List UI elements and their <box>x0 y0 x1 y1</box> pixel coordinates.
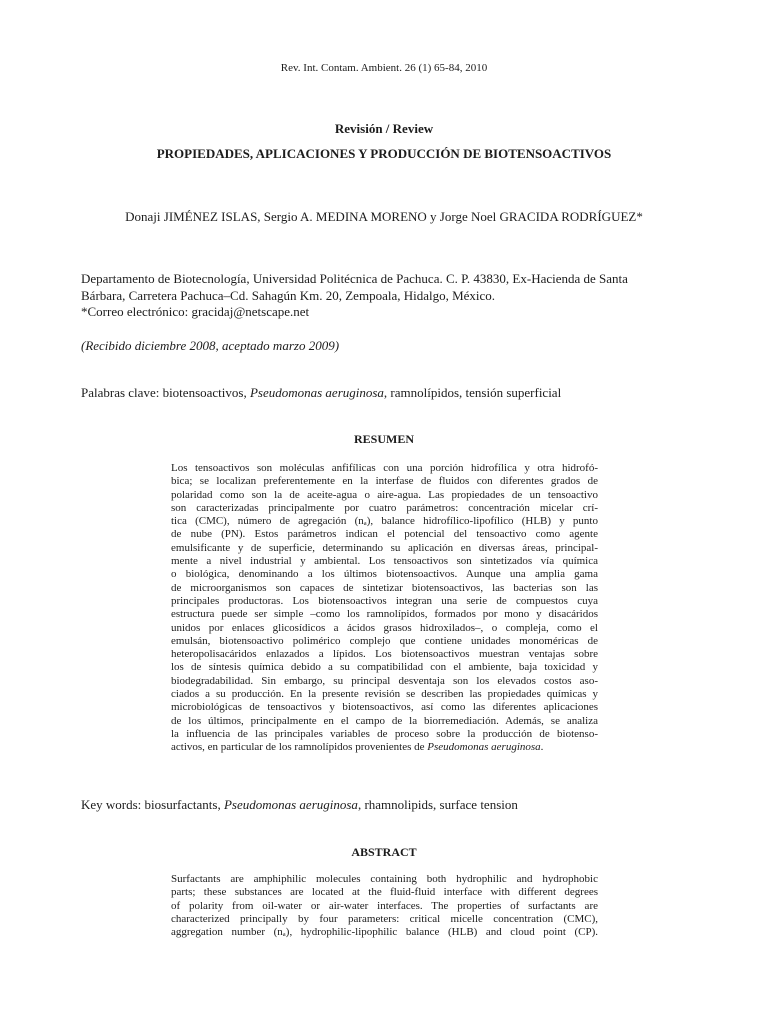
resumen-line: Los tensoactivos son moléculas anfifílicas con una porción hidrofílica y otra hidrofó- <box>171 462 598 474</box>
resumen-line: de microorganismos son capaces de sintetizar biotensoactivos, las bacterias son las <box>171 581 598 594</box>
resumen-line: de nube (PN). Estos parámetros indican el potencial del tensoactivo como agente <box>171 528 598 541</box>
keyword-italic: Pseudomonas aeruginosa <box>249 385 384 400</box>
abstract-heading: ABSTRACT <box>351 845 417 859</box>
abstract-line: of polarity from oil-water or air-water interfaces. The properties of surfactants are <box>171 899 598 912</box>
resumen-line: unidos por enlaces glicosídicos a ácidos grasos hidroxilados–, o compleja, como el <box>171 621 598 634</box>
affiliation-line: Departamento de Biotecnología, Universidad Politécnica de Pachuca. C. P. 43830, Ex-Hacienda de Santa <box>81 271 628 286</box>
keyword-italic: Pseudomonas aeruginosa <box>223 797 358 812</box>
keywords-label: Palabras clave: biotensoactivos, <box>81 385 250 400</box>
affiliation <box>81 271 681 321</box>
resumen-line: tica (CMC), número de agregación (nₐ), balance hidrofílico-lipofílico (HLB) y punto <box>171 515 598 528</box>
keywords-spanish <box>81 385 561 401</box>
resumen-line: ciados a su producción. En la presente revisión se describen las propiedades químicas y <box>171 688 598 701</box>
received-dates: (Recibido diciembre 2008, aceptado marzo 2009) <box>81 338 340 353</box>
resumen-heading: RESUMEN <box>353 432 414 446</box>
resumen-line: emulsán, biotensoactivo polimérico complejo que contiene unidades monoméricas de <box>171 634 598 647</box>
abstract-line: aggregation number (nₐ), hydrophilic-lipophilic balance (HLB) and cloud point (CP). <box>171 926 598 939</box>
resumen-line: microbiológicas de tensoactivos y biotensoactivos, así como las diferentes aplicaciones <box>171 701 598 714</box>
keywords-rest: , ramnolípidos, tensión superficial <box>383 385 562 400</box>
resumen-line: son caracterizadas principalmente por cuatro parámetros: concentración micelar crí- <box>171 501 598 514</box>
resumen-text <box>171 462 598 755</box>
resumen-line: de los últimos, principalmente en el campo de la biorremediación. Además, se analiza <box>171 714 598 727</box>
section-type: Revisión / Review <box>334 121 434 136</box>
resumen-line: biodegradabilidad. Sin embargo, su principal desventaja son los elevados costos aso- <box>171 674 598 687</box>
resumen-line: o biológica, denominando a los últimos biotensoactivos. Aunque una amplia gama <box>171 568 598 581</box>
keywords-english <box>81 797 518 813</box>
article-title: PROPIEDADES, APLICACIONES Y PRODUCCIÓN DE BIOTENSOACTIVOS <box>156 146 612 161</box>
abstract-line: characterized principally by four parameters: critical micelle concentration (CMC), <box>171 912 598 925</box>
corresponding-email: *Correo electrónico: gracidaj@netscape.net <box>81 304 310 319</box>
resumen-last-prefix: activos, en particular de los ramnolípidos provenientes de <box>171 741 428 754</box>
resumen-line: mente a nivel industrial y ambiental. Los tensoactivos son sintetizados vía química <box>171 555 598 568</box>
resumen-line: emulsificante y de superficie, determinando su aplicación en diversas áreas, principal- <box>171 541 598 554</box>
abstract-text <box>171 873 598 939</box>
resumen-line: polaridad como son la de aceite-agua o aire-agua. Las propiedades de un tensoactivo <box>171 488 598 501</box>
resumen-last-suffix: . <box>540 741 544 754</box>
keywords-label: Key words: biosurfactants, <box>81 797 224 812</box>
resumen-line: la influencia de las principales variables de proceso sobre la producción de biotenso- <box>171 727 598 740</box>
resumen-species-italic: Pseudomonas aeruginosa <box>427 741 541 754</box>
resumen-last-line <box>171 741 598 754</box>
authors: Donaji JIMÉNEZ ISLAS, Sergio A. MEDINA MORENO y Jorge Noel GRACIDA RODRÍGUEZ* <box>125 209 643 224</box>
resumen-line: bica; se localizan preferentemente en la interfase de fluidos con diferentes grados de <box>171 475 598 488</box>
abstract-line: parts; these substances are located at the fluid-fluid interface with different degrees <box>171 886 598 899</box>
resumen-line: estructura puede ser simple –como los ramnolípidos, formados por mono y disacáridos <box>171 608 598 621</box>
keywords-rest: , rhamnolipids, surface tension <box>357 797 518 812</box>
resumen-line: heteropolisacáridos enlazados a lípidos. Los biotensoactivos muestran ventajas sobre <box>171 648 598 661</box>
resumen-line: los de síntesis química debido a su compatibilidad con el ambiente, baja toxicidad y <box>171 661 598 674</box>
resumen-line: principales productoras. Los biotensoactivos integran una serie de compuestos cuya <box>171 594 598 607</box>
abstract-line: Surfactants are amphiphilic molecules containing both hydrophilic and hydrophobic <box>171 873 598 885</box>
affiliation-line: Bárbara, Carretera Pachuca–Cd. Sahagún Km. 20, Zempoala, Hidalgo, México. <box>81 287 496 303</box>
journal-citation: Rev. Int. Contam. Ambient. 26 (1) 65-84, 2010 <box>280 62 488 74</box>
